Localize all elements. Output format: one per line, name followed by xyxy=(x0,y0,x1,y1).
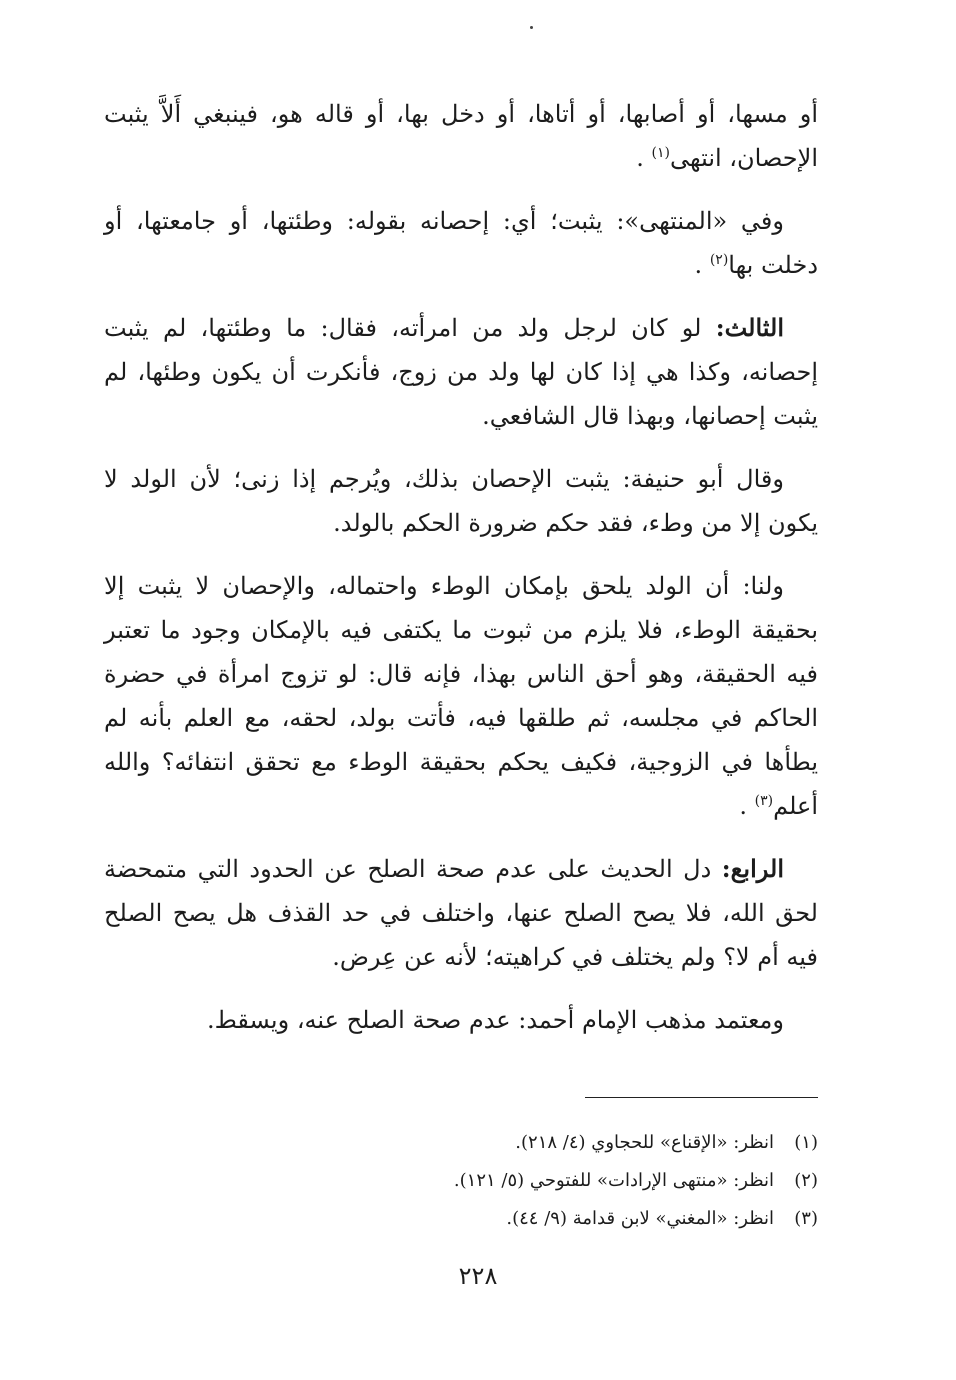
paragraph-6 xyxy=(104,847,818,979)
footnote-ref-1: (١) xyxy=(651,145,671,161)
footnote-number: (٣) xyxy=(794,1208,818,1229)
paragraph-5 xyxy=(104,564,818,828)
page-number: ٢٢٨ xyxy=(458,1262,498,1290)
footnote-ref-3: (٣) xyxy=(754,793,774,809)
paragraph-6-text: دل الحديث على عدم صحة الصلح عن الحدود التي متمحضة لحق الله، فلا يصح الصلح عنها، واختلف في حد القذف هل يصح الصلح فيه أم لا؟ ولم يختلف في كراهيته؛ لأنه عن عِرض. xyxy=(104,855,818,971)
paragraph-4-text: وقال أبو حنيفة: يثبت الإحصان بذلك، ويُرجم إذا زنى؛ لأن الولد لا يكون إلا من وطء، فقد حكم ضرورة الحكم بالولد. xyxy=(104,465,818,537)
footnote-text: انظر: «منتهى الإرادات» للفتوحي (٥/ ١٢١). xyxy=(453,1170,774,1191)
paragraph-2-end: . xyxy=(694,251,703,279)
paragraph-5-text: ولنا: أن الولد يلحق بإمكان الوطء واحتماله، والإحصان لا يثبت إلا بحقيقة الوطء، فلا يلزم من ثبوت ما يكتفى فيه بالإمكان وجود ما تعتبر فيه الحقيقة، وهو أحق الناس بهذا، فإنه قال: لو تزوج امرأة في حضرة الحاكم في مجلسه، ثم طلقها فيه، فأتت بولد، لحقه، مع العلم بأنه لم يطأها في الزوجية، فكيف يحكم بحقيقة الوطء مع تحقق انتفائه؟ والله أعلم xyxy=(104,572,819,820)
footnote-number: (٢) xyxy=(794,1170,818,1191)
footnote-3 xyxy=(104,1200,818,1238)
scan-dot xyxy=(530,26,533,29)
footnote-2 xyxy=(104,1162,818,1200)
paragraph-1-end: . xyxy=(636,144,644,172)
footnote-separator xyxy=(585,1097,818,1098)
heading-fourth: الرابع: xyxy=(721,854,784,883)
paragraph-3 xyxy=(104,306,818,438)
paragraph-7 xyxy=(104,998,818,1042)
footnote-1 xyxy=(104,1124,818,1162)
paragraph-7-text: ومعتمد مذهب الإمام أحمد: عدم صحة الصلح عنه، ويسقط. xyxy=(206,1006,784,1034)
footnote-text: انظر: «المغني» لابن قدامة (٩/ ٤٤). xyxy=(506,1208,774,1229)
footnote-text: انظر: «الإقناع» للحجاوي (٤/ ٢١٨). xyxy=(515,1132,774,1153)
paragraph-2-text: وفي «المنتهى»: يثبت؛ أي: إحصانه بقوله: وطئتها، أو جامعتها، أو دخلت بها xyxy=(104,207,818,279)
main-text xyxy=(104,92,818,1061)
paragraph-2 xyxy=(104,199,818,287)
paragraph-1 xyxy=(104,92,818,180)
footnote-ref-2: (٢) xyxy=(709,252,729,268)
footnotes xyxy=(104,1124,818,1238)
paragraph-5-end: . xyxy=(739,792,747,820)
paragraph-4 xyxy=(104,457,818,545)
paragraph-1-text: أو مسها، أو أصابها، أو أتاها، أو دخل بها، أو قاله هو، فينبغي أَلاَّ يثبت الإحصان، انتهى xyxy=(104,100,818,172)
footnote-number: (١) xyxy=(794,1132,818,1153)
heading-third: الثالث: xyxy=(715,313,784,342)
paragraph-3-text: لو كان لرجل ولد من امرأته، فقال: ما وطئتها، لم يثبت إحصانه، وكذا هي إذا كان لها ولد من زوج، فأنكرت أن يكون وطئها، لم يثبت إحصانها، وبهذا قال الشافعي. xyxy=(104,314,818,430)
